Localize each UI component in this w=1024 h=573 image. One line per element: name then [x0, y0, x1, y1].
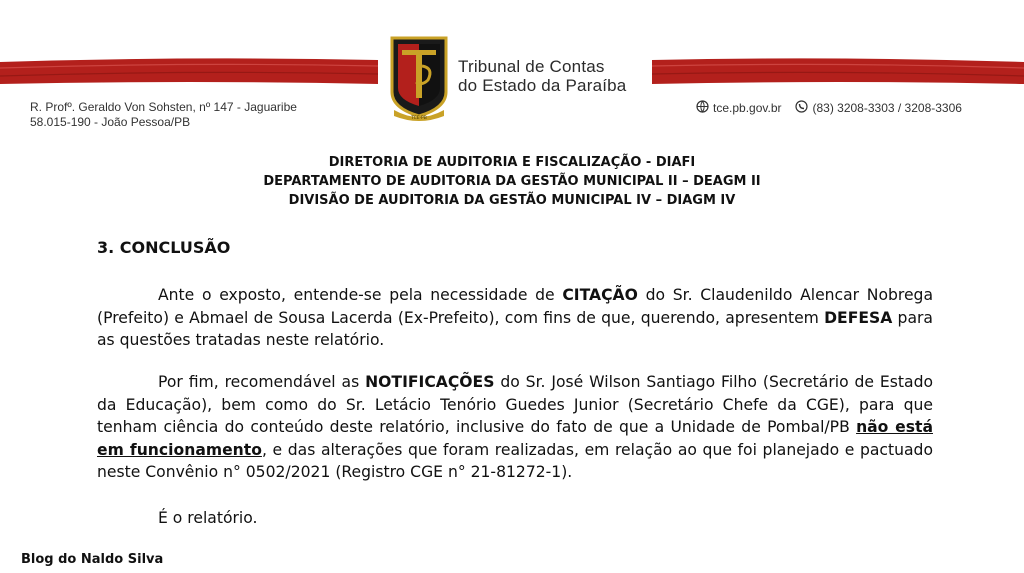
paragraph-notificacoes — [97, 371, 933, 484]
department-line2: DEPARTAMENTO DE AUDITORIA DA GESTÃO MUNICIPAL II – DEAGM II — [263, 174, 761, 189]
p1-citacao-bold: CITAÇÃO — [562, 286, 638, 304]
department-heading — [0, 153, 1024, 210]
org-name-line1: Tribunal de Contas — [458, 57, 605, 76]
globe-icon — [696, 100, 709, 117]
p2-text-c: do Sr. José Wilson Santiago Filho (Secretário de Estado da Educação), bem como do Sr. Letácio Tenório Guedes Junior (Secretário Chefe da CGE), para que tenham ciência do conteúdo deste relatório, inclusive do fato de que a Unidade de Pombal/PB — [97, 373, 934, 436]
p1-text-c: do Sr. Claudenildo Alencar Nobrega (Prefeito) e Abmael de Sousa Lacerda (Ex-Prefeito), com fins de que, querendo, apresentem — [97, 286, 934, 327]
section-title: 3. CONCLUSÃO — [97, 238, 231, 257]
p2-nao-funcionamento-bold: não está em funcionamento — [97, 418, 933, 459]
phone-item — [795, 100, 961, 117]
department-line3: DIVISÃO DE AUDITORIA DA GESTÃO MUNICIPAL IV – DIAGM IV — [288, 193, 736, 208]
website-link[interactable]: tce.pb.gov.br — [713, 101, 782, 115]
paragraph-closing: É o relatório. — [158, 509, 258, 527]
p2-notificacoes-bold: NOTIFICAÇÕES — [365, 373, 495, 391]
p2-text-e: , e das alterações que foram realizadas, em relação ao que foi planejado e pactuado neste Convênio n° 0502/2021 (Registro CGE n° 21-81272-1). — [97, 440, 933, 481]
p1-defesa-bold: DEFESA — [824, 308, 893, 327]
p1-text-a: Ante o exposto, entende-se pela necessidade de — [158, 286, 563, 304]
p1-text-e: para as questões tratadas neste relatório. — [97, 308, 933, 349]
address-line1: R. Profº. Geraldo Von Sohsten, nº 147 - Jaguaribe — [30, 100, 297, 114]
address-block — [30, 100, 297, 130]
phone-number: (83) 3208-3303 / 3208-3306 — [812, 101, 962, 115]
tce-crest-logo — [388, 36, 450, 122]
address-line2: 58.015-190 - João Pessoa/PB — [30, 115, 191, 129]
website-item[interactable] — [696, 100, 781, 117]
org-name-line2: do Estado da Paraíba — [458, 76, 627, 95]
whatsapp-icon — [795, 100, 808, 117]
header-band-left — [0, 58, 378, 86]
p2-text-a: Por fim, recomendável as — [158, 373, 366, 391]
department-line1: DIRETORIA DE AUDITORIA E FISCALIZAÇÃO - DIAFI — [328, 155, 696, 170]
contact-block — [696, 100, 962, 117]
logo-ribbon-text: TCE·PB — [411, 116, 427, 121]
org-name — [458, 57, 626, 95]
footer-brand: Blog do Naldo Silva — [21, 552, 164, 567]
header-band-right — [652, 58, 1024, 86]
paragraph-citacao — [97, 284, 933, 352]
